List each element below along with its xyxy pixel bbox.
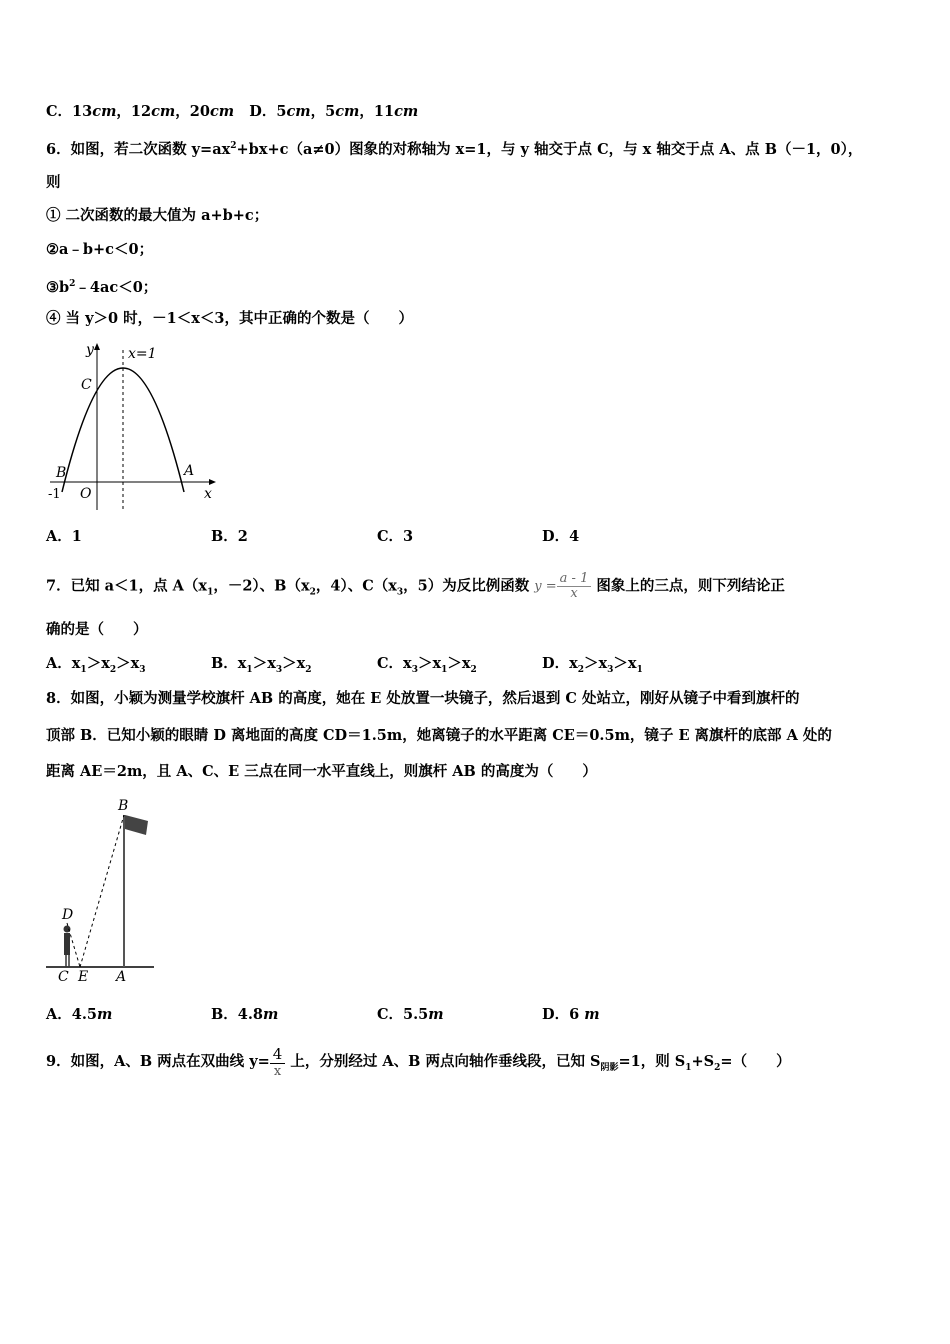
option-label: C． — [377, 655, 404, 672]
point-a-label: A — [184, 463, 195, 479]
unit: m — [584, 1006, 600, 1023]
subscript: 2 — [577, 664, 584, 675]
q9-stem-text: +S — [691, 1053, 715, 1070]
subscript: 1 — [246, 664, 253, 675]
q6-stem-cont: 则 — [46, 174, 61, 191]
q7-stem-text: 7．已知 a＜1，点 A（x — [46, 577, 208, 595]
q9-stem-text: =1，则 S — [618, 1053, 686, 1070]
q6-statement-3 — [46, 274, 157, 298]
q5-options-line — [46, 102, 418, 122]
q7-stem-text: 图象上的三点，则下列结论正 — [591, 577, 785, 595]
subscript: 3 — [607, 664, 614, 675]
separator: ， — [175, 103, 190, 120]
option-text: A．4.5 — [46, 1006, 97, 1023]
q7-stem — [46, 572, 785, 604]
unit: m — [96, 1006, 113, 1023]
gt: ＞ — [252, 655, 268, 672]
q9-stem-text: 9．如图，A、B 两点在双曲线 y= — [46, 1053, 270, 1070]
q5-option-d-value: 5 — [325, 103, 336, 120]
q6-statement-2: ②a﹣b+c＜0； — [46, 241, 154, 258]
subscript: 1 — [80, 664, 87, 675]
y-label: y — [86, 342, 94, 358]
point-a-label: A — [116, 969, 127, 985]
point-b-label: B — [118, 798, 129, 814]
q6-option-c[interactable]: C．3 — [377, 528, 414, 545]
q7-fraction — [557, 572, 592, 601]
q5-option-c-value: 13 — [72, 103, 93, 120]
fraction-denominator: x — [570, 586, 578, 601]
gt: ＞ — [116, 655, 131, 672]
subscript: 2 — [309, 587, 316, 598]
unit: cm — [92, 103, 117, 120]
point-c-label: C — [81, 377, 92, 393]
option-label: B． — [211, 655, 238, 672]
var: x — [461, 655, 471, 672]
point-c-label: C — [58, 969, 69, 985]
subscript: 2 — [714, 1062, 721, 1073]
option-text: C．5.5 — [377, 1006, 429, 1023]
q7-function-lhs-text: y = — [534, 578, 557, 594]
option-label: A． — [46, 655, 72, 672]
var: x — [296, 655, 306, 672]
q5-option-c-value: 20 — [189, 103, 210, 120]
var: x — [569, 655, 578, 672]
var: x — [598, 655, 608, 672]
q5-option-c-value: 12 — [130, 103, 152, 120]
superscript: 2 — [230, 141, 237, 151]
fraction-numerator: 4 — [272, 1044, 283, 1063]
gt: ＞ — [584, 655, 599, 672]
gt: ＞ — [447, 655, 462, 672]
q6-statement-4: ④ 当 y＞0 时，－1＜x＜3，其中正确的个数是（ ） — [46, 310, 413, 327]
subscript: 1 — [636, 664, 643, 675]
option-text: B．4.8 — [211, 1006, 263, 1023]
subscript: 1 — [207, 587, 214, 598]
unit: cm — [151, 103, 176, 120]
separator: ， — [116, 103, 131, 120]
subscript: 1 — [685, 1062, 692, 1073]
q7-option-d[interactable] — [542, 654, 643, 680]
gt: ＞ — [417, 655, 433, 672]
q9-stem-text: 上，分别经过 A、B 两点向轴作垂线段，已知 S — [285, 1053, 601, 1070]
subscript: 2 — [305, 664, 312, 675]
subscript: 1 — [441, 664, 448, 675]
gt: ＞ — [613, 655, 628, 672]
subscript: 3 — [139, 664, 146, 675]
q8-option-d[interactable] — [542, 1005, 600, 1025]
q8-option-a[interactable] — [46, 1005, 112, 1025]
option-text: D．6 — [542, 1006, 585, 1023]
q7-function-lhs — [534, 575, 556, 599]
gt: ＞ — [282, 655, 297, 672]
var: x — [71, 655, 81, 672]
q6-parabola-figure — [46, 340, 226, 515]
subscript: 3 — [411, 664, 418, 675]
q7-option-a[interactable] — [46, 654, 146, 680]
q6-statement-3-text: ﹣4ac＜0； — [75, 278, 158, 296]
fraction-numerator: a - 1 — [559, 571, 589, 586]
superscript: 2 — [69, 279, 76, 289]
q8-option-c[interactable] — [377, 1005, 444, 1025]
unit: m — [262, 1006, 279, 1023]
q7-stem-cont: 确的是（ ） — [46, 621, 148, 638]
option-label: D． — [542, 655, 570, 672]
q6-stem — [46, 136, 862, 160]
q7-option-b[interactable] — [211, 654, 312, 680]
neg1-label: -1 — [48, 487, 61, 502]
x-label: x — [204, 486, 212, 502]
q6-stem-text: 6．如图，若二次函数 y=ax — [46, 140, 231, 158]
q7-stem-text: ，－2）、B（x — [213, 577, 310, 595]
q9-fraction — [270, 1045, 286, 1080]
q8-stem-line3: 距离 AE＝2m，且 A、C、E 三点在同一水平直线上，则旗杆 AB 的高度为（ ） — [46, 763, 597, 780]
q6-stem-text: +bx+c（a≠0）图象的对称轴为 x=1，与 y 轴交于点 C，与 x 轴交于点 A、点 B（－1，0）， — [236, 140, 863, 158]
q8-flagpole-figure — [44, 795, 164, 990]
q8-stem-line2: 顶部 B．已知小颖的眼睛 D 离地面的高度 CD＝1.5m，她离镜子的水平距离 CE＝0.5m，镜子 E 离旗杆的底部 A 处的 — [46, 727, 832, 744]
unit: m — [428, 1006, 444, 1023]
q5-option-d-label: D． — [249, 103, 277, 120]
q7-option-c[interactable] — [377, 654, 477, 680]
point-e-label: E — [78, 969, 89, 985]
q6-statement-3-text: ③b — [46, 278, 70, 296]
var: x — [237, 655, 247, 672]
unit: cm — [335, 103, 360, 120]
var: x — [101, 655, 110, 672]
origin-label: O — [80, 486, 92, 502]
symmetry-axis-label: x=1 — [128, 346, 157, 362]
q5-option-c-label: C． — [46, 103, 73, 120]
point-d-label: D — [62, 907, 74, 923]
unit: cm — [286, 103, 311, 120]
q5-option-d-value: 5 — [276, 103, 287, 120]
gt: ＞ — [86, 655, 102, 672]
unit: cm — [209, 103, 235, 120]
point-b-label: B — [56, 465, 67, 481]
fraction-denominator: x — [273, 1063, 282, 1079]
var: x — [403, 655, 412, 672]
q6-option-b[interactable]: B．2 — [211, 528, 248, 545]
q8-stem-line1: 8．如图，小颖为测量学校旗杆 AB 的高度，她在 E 处放置一块镜子，然后退到 C 处站立，刚好从镜子中看到旗杆的 — [46, 690, 800, 707]
subscript: 2 — [109, 664, 117, 675]
subscript: 阴影 — [600, 1062, 619, 1073]
var: x — [432, 655, 442, 672]
q6-option-d[interactable]: D．4 — [542, 528, 580, 545]
q5-option-d-value: 11 — [373, 103, 395, 120]
subscript: 3 — [275, 664, 283, 675]
separator: ， — [359, 103, 374, 120]
q7-stem-text: ，5）为反比例函数 — [403, 577, 535, 595]
person-icon — [64, 933, 70, 955]
subscript: 2 — [470, 664, 477, 675]
var: x — [130, 655, 140, 672]
q6-statement-1: ① 二次函数的最大值为 a+b+c； — [46, 207, 269, 224]
q6-option-a[interactable]: A．1 — [46, 528, 82, 545]
q8-option-b[interactable] — [211, 1005, 278, 1025]
subscript: 3 — [396, 587, 404, 598]
unit: cm — [394, 103, 419, 120]
q7-stem-text: ，4）、C（x — [315, 577, 397, 595]
q9-stem — [46, 1042, 791, 1088]
var: x — [267, 655, 276, 672]
q9-stem-text: =（ ） — [720, 1053, 791, 1070]
var: x — [627, 655, 637, 672]
separator: ， — [310, 103, 326, 120]
